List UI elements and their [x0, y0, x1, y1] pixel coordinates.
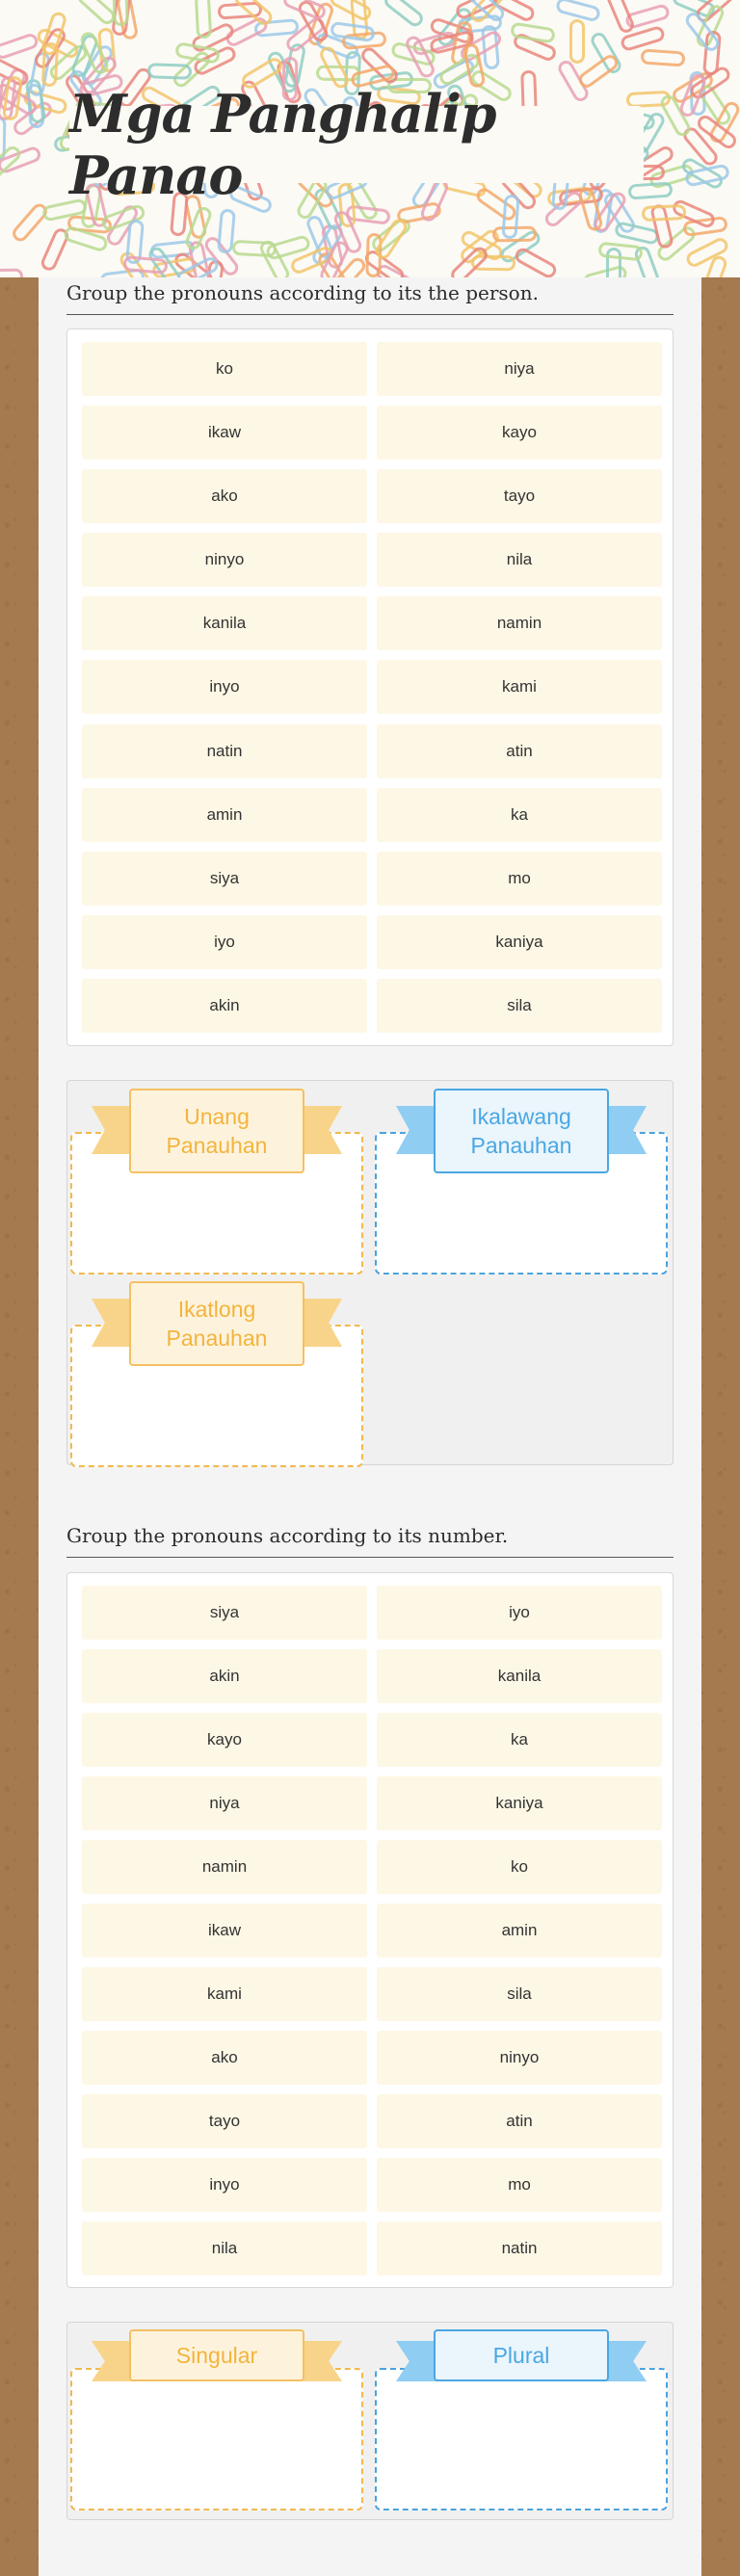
- word-pool-number: [66, 1572, 674, 2288]
- word-card[interactable]: mo: [377, 2158, 662, 2212]
- word-card[interactable]: ko: [377, 1840, 662, 1894]
- word-card[interactable]: kaniya: [377, 1776, 662, 1830]
- category-label: Unang Panauhan: [129, 1089, 304, 1173]
- word-card[interactable]: akin: [82, 979, 367, 1033]
- category-banner: [375, 2329, 668, 2416]
- word-card[interactable]: amin: [377, 1904, 662, 1958]
- word-card[interactable]: ikaw: [82, 1904, 367, 1958]
- word-card[interactable]: ka: [377, 1713, 662, 1767]
- word-card[interactable]: inyo: [82, 2158, 367, 2212]
- word-card[interactable]: ka: [377, 788, 662, 842]
- word-card[interactable]: tayo: [82, 2094, 367, 2148]
- instruction-number: Group the pronouns according to its number.: [66, 1524, 674, 1558]
- word-card[interactable]: siya: [82, 852, 367, 906]
- category-label: Plural: [434, 2329, 609, 2381]
- category-label: Ikalawang Panauhan: [434, 1089, 609, 1173]
- word-card[interactable]: ko: [82, 342, 367, 396]
- word-card[interactable]: kanila: [377, 1649, 662, 1703]
- word-card[interactable]: ikaw: [82, 406, 367, 460]
- word-card[interactable]: kanila: [82, 596, 367, 650]
- word-card[interactable]: tayo: [377, 469, 662, 523]
- header-banner: [0, 0, 740, 277]
- word-card[interactable]: kami: [377, 660, 662, 714]
- category-banner: [70, 1281, 363, 1368]
- word-card[interactable]: kayo: [82, 1713, 367, 1767]
- word-card[interactable]: inyo: [82, 660, 367, 714]
- word-card[interactable]: iyo: [82, 915, 367, 969]
- word-card[interactable]: niya: [377, 342, 662, 396]
- word-pool-person: [66, 329, 674, 1046]
- word-card[interactable]: nila: [377, 533, 662, 587]
- word-card[interactable]: kaniya: [377, 915, 662, 969]
- word-card[interactable]: ninyo: [377, 2031, 662, 2085]
- word-card[interactable]: akin: [82, 1649, 367, 1703]
- word-card[interactable]: iyo: [377, 1586, 662, 1640]
- category-banner: [70, 2329, 363, 2416]
- word-card[interactable]: sila: [377, 979, 662, 1033]
- word-card[interactable]: natin: [82, 724, 367, 778]
- instruction-person: Group the pronouns according to its the person.: [66, 281, 674, 315]
- word-card[interactable]: mo: [377, 852, 662, 906]
- word-card[interactable]: siya: [82, 1586, 367, 1640]
- category-label: Singular: [129, 2329, 304, 2381]
- word-card[interactable]: niya: [82, 1776, 367, 1830]
- sort-area-person: [66, 1080, 674, 1465]
- category-banner: [70, 1089, 363, 1175]
- word-card[interactable]: ako: [82, 2031, 367, 2085]
- word-card[interactable]: kayo: [377, 406, 662, 460]
- word-card[interactable]: natin: [377, 2221, 662, 2275]
- page-title: Mga Panghalip Panao: [69, 83, 496, 206]
- word-card[interactable]: atin: [377, 2094, 662, 2148]
- title-band: [69, 83, 644, 206]
- word-card[interactable]: namin: [82, 1840, 367, 1894]
- word-card[interactable]: sila: [377, 1967, 662, 2021]
- category-label: Ikatlong Panauhan: [129, 1281, 304, 1366]
- word-card[interactable]: nila: [82, 2221, 367, 2275]
- word-card[interactable]: amin: [82, 788, 367, 842]
- sort-area-number: [66, 2322, 674, 2520]
- word-card[interactable]: kami: [82, 1967, 367, 2021]
- category-banner: [375, 1089, 668, 1175]
- word-card[interactable]: ako: [82, 469, 367, 523]
- word-card[interactable]: ninyo: [82, 533, 367, 587]
- word-card[interactable]: atin: [377, 724, 662, 778]
- word-card[interactable]: namin: [377, 596, 662, 650]
